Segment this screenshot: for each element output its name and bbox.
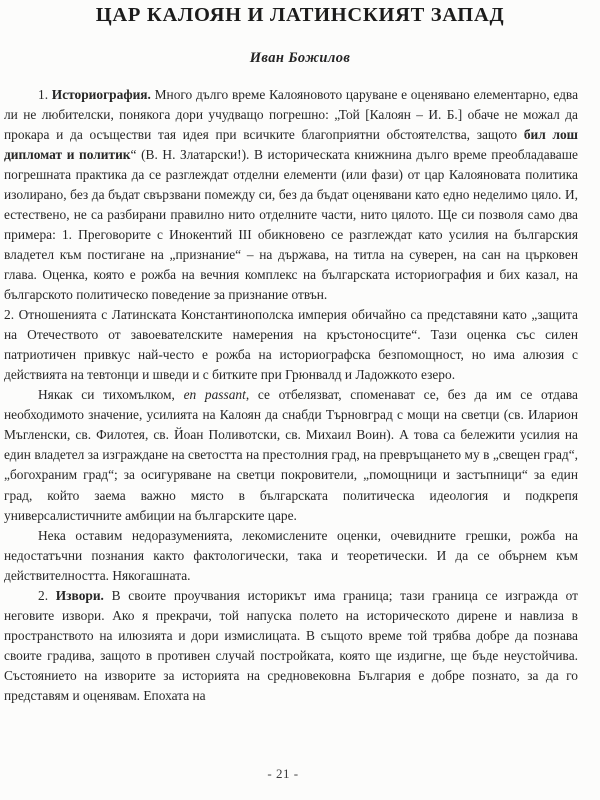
text-run: 2. Отношенията с Латинската Константинополска империя обичайно са представяни като „защита на Отечеството от завоевателските намерения на кръстоносците“. Тази оценка със силен патриотичен привкус най-често е рожба на историографска безпомощност, но има алюзия с действията на тевтонци и шведи и с битките при Грюнвалд и Ладожкото езеро. <box>4 307 578 383</box>
text-run: Много дълго време Калояновото царуване е оценявано елементарно, едва ли не любителски, понякога дори учудващо погрешно: „Той [Калоян – И. Б.] обаче не можал да прокара и да осъществи тая идея при всичките благоприятни обстоятелства, защото <box>4 86 579 142</box>
text-run: В своите проучвания историкът има граница; тази граница се изгражда от неговите извори. Ако я прекрачи, той напуска полето на историческото дирене и навлиза в пространството на илюзията и дори измислицата. В същото време той трябва добре да познава своите градива, защото в противен случай постройката, която ще издигне, ще бъде неустойчива. Състоянието на изворите за историята на средновековна България е добре познато, за да го представям и оценявам. Епохата на <box>4 587 579 703</box>
page-title: ЦАР КАЛОЯН И ЛАТИНСКИЯТ ЗАПАД <box>95 4 505 26</box>
section-heading-run: Извори. <box>55 587 104 603</box>
paragraph <box>4 385 578 525</box>
text-run: “ (В. Н. Златарски!). В историческата книжнина дълго време преобладаваше погрешната практика да се разглеждат отделни елементи (или фази) от цар Калояновата политика изолирано, без да бъдат свързвани помежду си, без да бъдат оценявани като едно неделимо цяло. И, естествено, не са разбирани правилно нито отделните части, нито цялото. Ще си позволя само два примера: 1. Преговорите с Инокентий III обикновено се разглеждат като усилия на българския владетел към постигане на „признание“ – на държава, на титла на суверен, на сан на църковен глава. Оценка, която е рожба на вечния комплекс на българската историография и бих казал, на българското политическо поведение за признание отвън. <box>4 146 578 303</box>
foreign-phrase-run: en passant <box>183 387 246 403</box>
section-heading-run: Историография. <box>51 86 151 102</box>
page-number: - 21 - <box>267 766 299 781</box>
text-run: Нека оставим недоразуменията, лекомислените оценки, очевидните грешки, рожба на недостатъчни познания както фактологически, така и теоретически. И да се обърнем към действителността. Някогашната. <box>4 527 578 583</box>
paragraph <box>4 526 578 586</box>
text-run: 1. <box>38 86 52 102</box>
section-heading-run: бил лош дипломат и политик <box>4 126 578 162</box>
paragraph <box>4 305 578 385</box>
body-text <box>0 67 600 706</box>
paragraph <box>4 85 578 306</box>
text-run: 2. <box>38 587 56 603</box>
author-byline: Иван Божилов <box>249 49 351 66</box>
text-run: , се отбелязват, споменават се, без да им се отдава необходимото значение, усилията на Калоян да снабди Търновград с мощи на светци (св. Иларион Мъгленски, св. Филотея, св. Йоан Поливотски, св. Михаил Воин). А това са бележити усилия на един владетел за изграждане на светостта на престолния град, на превръщането му в „свещен град“, „богохраним град“; за осигуряване на светци покровители, „помощници и застъпници“ за един град, който заема важно място в българската политическа идеология и подкрепя универсалистичните амбиции на българските царе. <box>4 387 578 523</box>
paragraph <box>4 586 578 706</box>
text-run: Някак си тихомълком, <box>38 387 184 403</box>
